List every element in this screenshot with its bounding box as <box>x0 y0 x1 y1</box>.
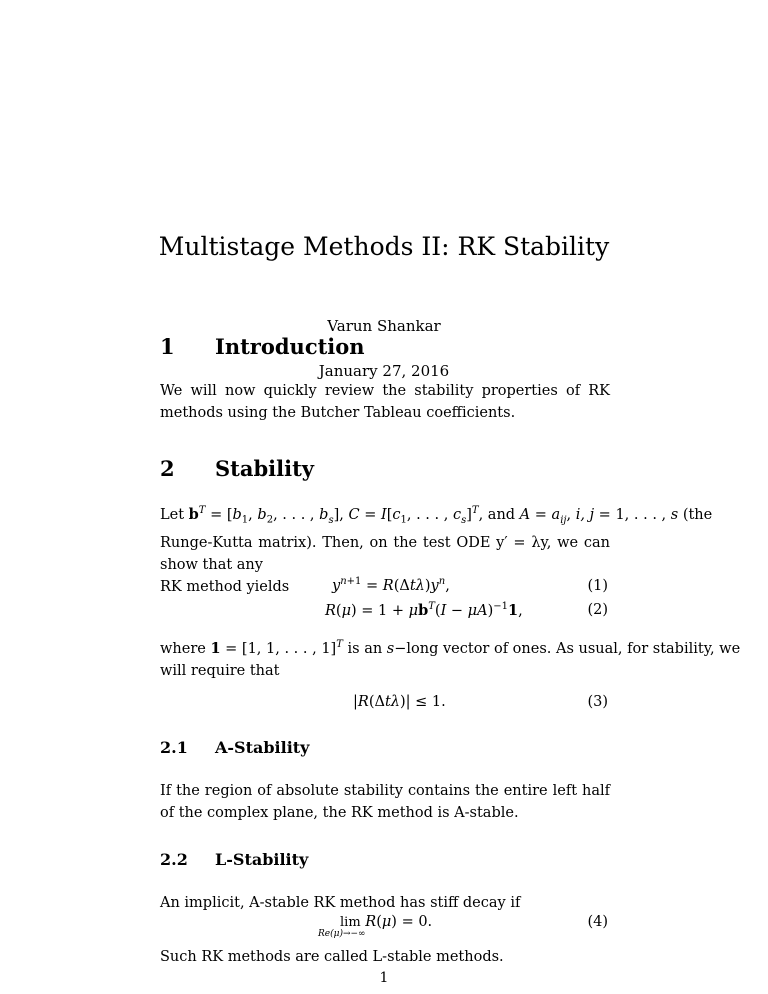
equation-2: $R(\mu) = 1 + \mu b^T(I - \mu A)^{-1}1$, <box>325 601 523 619</box>
section-number: 2 <box>160 456 175 481</box>
section-1-body: We will now quickly review the stability properties of RK methods using the Butcher Tableau coefficients. <box>160 383 610 421</box>
section-title: Introduction <box>215 334 365 359</box>
section-title: Stability <box>215 456 314 481</box>
section-number: 2.2 <box>160 850 188 869</box>
equation-3-label: (3) <box>587 694 608 710</box>
section-title: A-Stability <box>215 738 310 757</box>
page-number: 1 <box>379 970 389 986</box>
ones-vector-line: where 1 = [1, 1, . . . , 1]$^T$ is an s−long vector of ones. As usual, for stability, we <box>160 639 741 657</box>
equation-1-label: (1) <box>587 578 608 594</box>
require-line: will require that <box>160 662 280 679</box>
section-title: L-Stability <box>215 850 309 869</box>
section-2-heading <box>160 456 610 482</box>
section-2-line-1: Let $b^T = [b_1$, $b_2$, . . . , $b_s$], $C = I[c_1$, . . . , $c_s]^T$, and $A = a_{ij}$, i, j = 1, . . . , s (the <box>160 505 713 526</box>
section-number: 2.1 <box>160 738 188 757</box>
section-2-1-body: If the region of absolute stability contains the entire left half of the complex plane, the RK method is A-stable. <box>160 783 610 821</box>
equation-2-label: (2) <box>587 602 608 618</box>
section-2-line-3: RK method yields <box>160 578 290 595</box>
equation-3: |R(Δtλ)| ≤ 1. <box>353 694 446 710</box>
section-2-line-2: Runge-Kutta matrix). Then, on the test ODE y′ = λy, we can show that any <box>160 534 610 573</box>
date: January 27, 2016 <box>318 362 450 380</box>
section-2-2-after: Such RK methods are called L-stable methods. <box>160 949 504 965</box>
author: Varun Shankar <box>327 317 441 335</box>
section-2-2-body: An implicit, A-stable RK method has stiff decay if <box>160 895 521 911</box>
section-2-2-heading <box>160 850 610 872</box>
paper-title: Multistage Methods II: RK Stability <box>158 232 610 261</box>
section-number: 1 <box>160 334 175 359</box>
section-2-1-heading <box>160 738 610 760</box>
section-1-heading <box>160 334 610 360</box>
equation-4-label: (4) <box>587 914 608 930</box>
equation-4: lim R(μ) = 0. Re(μ)→−∞ <box>318 914 433 939</box>
section-2-after <box>160 634 741 682</box>
equation-1: $y^{n+1} = R(\Delta t\lambda)y^n$, <box>332 576 450 594</box>
